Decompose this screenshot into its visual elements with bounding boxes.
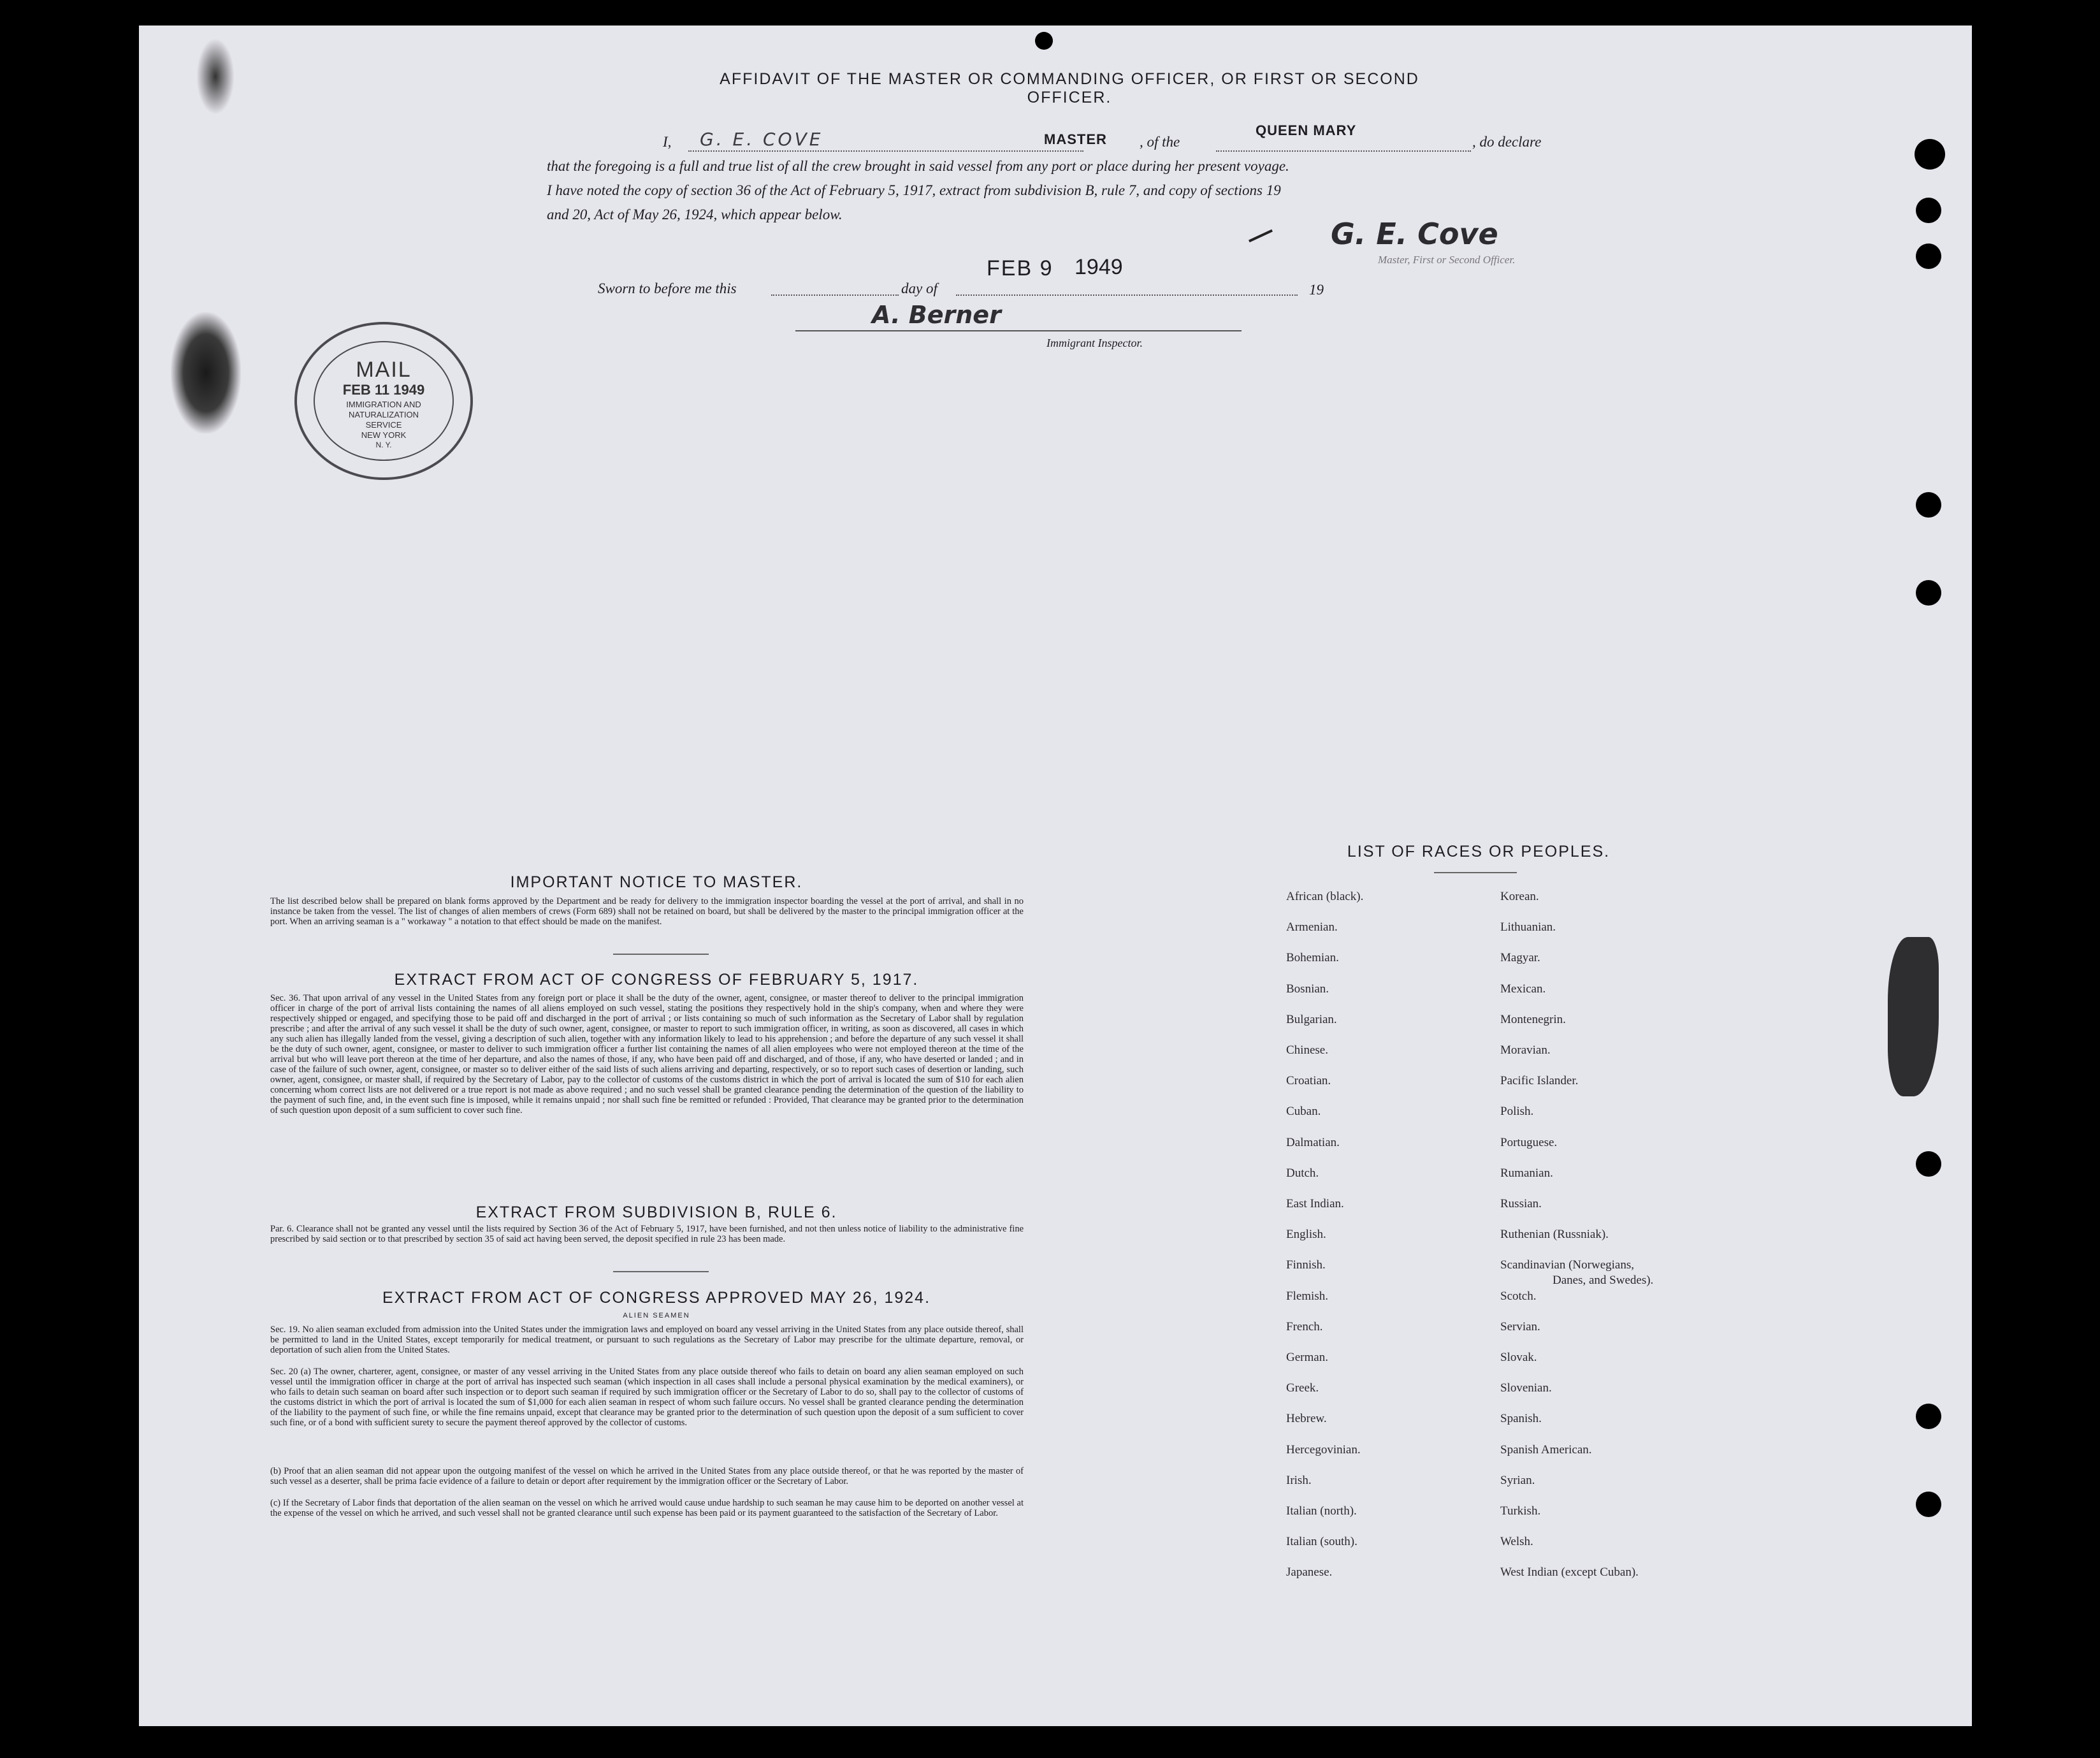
race-item: Hebrew. <box>1286 1412 1327 1425</box>
race-scandinavian-cont: Danes, and Swedes). <box>1553 1274 1654 1287</box>
race-item: Syrian. <box>1500 1474 1535 1487</box>
race-item: Finnish. <box>1286 1258 1326 1272</box>
punch-hole <box>1916 198 1941 223</box>
race-item: Scotch. <box>1500 1289 1537 1303</box>
signature-caption: Master, First or Second Officer. <box>1378 254 1516 266</box>
race-item: Armenian. <box>1286 920 1338 934</box>
sworn-year-stamp: 1949 <box>1075 255 1123 279</box>
race-item: Slovenian. <box>1500 1381 1552 1395</box>
subdivision-b-title: EXTRACT FROM SUBDIVISION B, RULE 6. <box>475 1203 837 1221</box>
race-item: Italian (south). <box>1286 1535 1358 1548</box>
punch-hole <box>1915 139 1945 170</box>
extract-1924-sec19: Sec. 19. No alien seaman excluded from admission into the United States under the immigration laws and employed on board any vessel arriving in the United States from any place outside thereof, shall be permitted to land in the United States, except temporarily for medical treatment, or pursuant to such regulations as the Secretary of Labor may prescribe for the ultimate departure, removal, or deportation of such alien from the United States. <box>270 1325 1024 1355</box>
notice-title: IMPORTANT NOTICE TO MASTER. <box>510 873 803 891</box>
vessel-name: QUEEN MARY <box>1256 122 1357 138</box>
extract-1917-text: Sec. 36. That upon arrival of any vessel in the United States from any foreign port or place it shall be the duty of the owner, agent, consignee, or master thereof to deliver to the principal immigration officer in charge of the port of arrival lists containing the names of all aliens employed on such vessel, stating the positions they respectively hold in the ship's company, when and where they were respectively shipped or engaged, and specifying those to be paid off and discharged in the port of arrival ; or lists containing so much of such information as the Secretary of Labor shall by regulation prescribe ; and after the arrival of any such vessel it shall be the duty of such owner, agent, consignee, or master to report to such immigration officer, in writing, as soon as discovered, all cases in which any such alien has illegally landed from the vessel, giving a description of such alien, together with any information likely to lead to his apprehension ; and before the departure of any such vessel it shall be the duty of such owner, agent, consignee, or master to deliver to such immigration officer a further list containing the names of all alien employees who were not employed thereon at the time of the arrival but who will leave port thereon at the time of her departure, and also the names of those, if any, who have been paid off and discharged, and of those, if any, who have deserted or landed ; and in case of the failure of such owner, agent, consignee, or master so to deliver either of the said lists of such aliens arriving and departing, respectively, or so to report such cases of desertion or landing, such owner, agent, consignee, or master shall, if required by the Secretary of Labor, pay to the collector of customs of the customs district in which the port of arrival is located the sum of $10 for each alien concerning whom correct lists are not delivered or a true report is not made as above required ; and no such vessel shall be granted clearance pending the determination of the question of the liability to the payment of such fine, and, in the event such fine is imposed, while it remains unpaid ; nor shall such fine be remitted or refunded : Provided, That clearance may be granted prior to the determination of such question upon deposit of a sum sufficient to cover such fine. <box>270 993 1024 1115</box>
affidavit-body-line3: I have noted the copy of section 36 of the Act of February 5, 1917, extract from subdivision B, rule 7, and copy of sections 19 <box>547 182 1281 198</box>
races-title: LIST OF RACES OR PEOPLES. <box>1347 843 1611 861</box>
extract-1924-title: EXTRACT FROM ACT OF CONGRESS APPROVED MAY 26, 1924. <box>382 1289 931 1307</box>
extract-1924-sec20a: Sec. 20 (a) The owner, charterer, agent, consignee, or master of any vessel arriving in the United States from any place outside thereof who fails to detain on board any alien seaman employed on such vessel until the immigration officer in charge at the port of arrival has inspected such seaman (which inspection in all cases shall include a personal physical examination by the medical examiners), or who fails to detain such seaman on board after such inspection or to deport such seaman if required by such immigration officer or the Secretary of Labor to do so, shall pay to the collector of customs of the customs district in which the port of arrival is located the sum of $1,000 for each alien seaman in respect of whom such failure occurs. No vessel shall be granted clearance pending the determination of the liability to the payment of such fine, or while the fine remains unpaid, except that clearance may be granted prior to the determination of such question upon the deposit of a sum sufficient to cover such fine, or of a bond with sufficient surety to secure the payment thereof approved by the collector of customs. <box>270 1367 1024 1428</box>
affidavit-body-line4: and 20, Act of May 26, 1924, which appear below. <box>547 207 843 222</box>
sworn-date-stamp: FEB 9 <box>987 256 1054 280</box>
race-item: African (black). <box>1286 890 1364 903</box>
sworn-label: Sworn to before me this <box>598 280 737 296</box>
race-item: Pacific Islander. <box>1500 1074 1579 1087</box>
master-signature: G. E. Cove <box>1331 217 1498 251</box>
race-item: Korean. <box>1500 890 1539 903</box>
race-item: Spanish American. <box>1500 1443 1592 1457</box>
race-item: Turkish. <box>1500 1504 1541 1518</box>
race-item: Cuban. <box>1286 1105 1321 1118</box>
extract-1924-sec20c: (c) If the Secretary of Labor finds that deportation of the alien seaman on the vessel on which he arrived would cause undue hardship to such seaman he may cause him to be deported on another vessel at the expense of the vessel on which he arrived, and such vessel shall not be granted clearance until such expense has been paid or its payment guaranteed to the satisfaction of the Secretary of Labor. <box>270 1498 1024 1518</box>
extract-1924-sec20b: (b) Proof that an alien seaman did not appear upon the outgoing manifest of the vessel on which he arrived in the United States from any place outside thereof, or that he was reported by the master of such vessel as a deserter, shall be prima facie evidence of a failure to detain or deport after requirement by the immigration officer or the Secretary of Labor. <box>270 1466 1024 1486</box>
torn-edge <box>1888 937 1939 1096</box>
race-item: Ruthenian (Russniak). <box>1500 1228 1609 1241</box>
race-item: Dutch. <box>1286 1166 1319 1180</box>
race-item: Moravian. <box>1500 1043 1551 1057</box>
race-item: Bohemian. <box>1286 951 1339 964</box>
do-declare-label: , do declare <box>1472 134 1542 150</box>
race-item: Chinese. <box>1286 1043 1328 1057</box>
race-item: Dalmatian. <box>1286 1136 1340 1149</box>
race-item: Mexican. <box>1500 982 1546 996</box>
inspector-caption: Immigrant Inspector. <box>1046 337 1143 349</box>
race-item: Croatian. <box>1286 1074 1331 1087</box>
race-item: Bulgarian. <box>1286 1013 1337 1026</box>
race-item: French. <box>1286 1320 1323 1333</box>
stamp-line3: SERVICE <box>365 420 402 430</box>
race-item: Spanish. <box>1500 1412 1542 1425</box>
race-item: German. <box>1286 1351 1328 1364</box>
race-item: Portuguese. <box>1500 1136 1558 1149</box>
race-item: West Indian (except Cuban). <box>1500 1565 1639 1579</box>
race-item: Lithuanian. <box>1500 920 1556 934</box>
race-item: Welsh. <box>1500 1535 1533 1548</box>
stamp-line2: NATURALIZATION <box>348 410 419 419</box>
punch-hole <box>1916 1404 1941 1429</box>
alien-seamen-subtitle: ALIEN SEAMEN <box>623 1312 690 1319</box>
race-item: Servian. <box>1500 1320 1540 1333</box>
race-item: Japanese. <box>1286 1565 1333 1579</box>
race-item: Flemish. <box>1286 1289 1328 1303</box>
subdivision-b-text: Par. 6. Clearance shall not be granted any vessel until the lists required by Section 36 of the Act of February 5, 1917, have been furnished, and not then unless notice of liability to the administrative fine prescribed by said section or to that prescribed by section 35 of said act having been served, the deposit specified in rule 23 has been made. <box>270 1224 1024 1244</box>
officer-rank: MASTER <box>1044 131 1107 147</box>
race-item: Magyar. <box>1500 951 1540 964</box>
punch-hole <box>1916 1151 1941 1177</box>
race-item: English. <box>1286 1228 1326 1241</box>
stamp-mail: MAIL <box>356 358 412 382</box>
race-item: Italian (north). <box>1286 1504 1357 1518</box>
day-of-label: day of <box>901 280 938 296</box>
race-item: Bosnian. <box>1286 982 1329 996</box>
race-item: Slovak. <box>1500 1351 1537 1364</box>
race-item: Scandinavian (Norwegians, <box>1500 1258 1634 1272</box>
race-item: Russian. <box>1500 1197 1542 1210</box>
punch-hole <box>1916 1492 1941 1517</box>
punch-hole <box>1916 580 1941 606</box>
punch-hole <box>1035 32 1053 50</box>
ink-blot <box>196 38 235 115</box>
notice-text: The list described below shall be prepared on blank forms approved by the Department and be ready for delivery to the immigration inspector boarding the vessel at the port of arrival, and shall in no instance be taken from the vessel. The list of changes of alien members of crews (Form 689) shall not be retained on board, but shall be delivered by the master to the principal immigration officer at the port. When an arriving seaman is a " workaway " a notation to that effect should be made on the manifest. <box>270 896 1024 927</box>
race-item: Hercegovinian. <box>1286 1443 1361 1457</box>
affidavit-i: I, <box>663 134 672 150</box>
inspector-signature: A. Berner <box>872 301 1001 329</box>
race-item: Irish. <box>1286 1474 1312 1487</box>
punch-hole <box>1916 492 1941 518</box>
year-suffix: 19 <box>1309 282 1324 298</box>
race-item: Polish. <box>1500 1105 1534 1118</box>
race-item: Rumanian. <box>1500 1166 1553 1180</box>
signature-mark <box>1249 229 1273 243</box>
extract-1917-title: EXTRACT FROM ACT OF CONGRESS OF FEBRUARY 5, 1917. <box>394 971 919 989</box>
mail-received-stamp <box>294 322 473 480</box>
affidavit-title: AFFIDAVIT OF THE MASTER OR COMMANDING OFFICER, OR FIRST OR SECOND OFFICER. <box>720 70 1419 106</box>
of-the-label: , of the <box>1140 134 1180 150</box>
stamp-line4: NEW YORK <box>361 430 407 440</box>
race-item: Montenegrin. <box>1500 1013 1566 1026</box>
race-item: Greek. <box>1286 1381 1319 1395</box>
race-item: East Indian. <box>1286 1197 1344 1210</box>
stamp-line5: N. Y. <box>375 440 392 449</box>
ink-blot <box>171 312 241 433</box>
punch-hole <box>1916 243 1941 269</box>
officer-name: G. E. COVE <box>700 129 823 150</box>
stamp-line1: IMMIGRATION AND <box>346 400 421 409</box>
affidavit-body-line2: that the foregoing is a full and true list of all the crew brought in said vessel from any port or place during her present voyage. <box>547 158 1289 174</box>
stamp-date: FEB 11 1949 <box>342 382 425 398</box>
